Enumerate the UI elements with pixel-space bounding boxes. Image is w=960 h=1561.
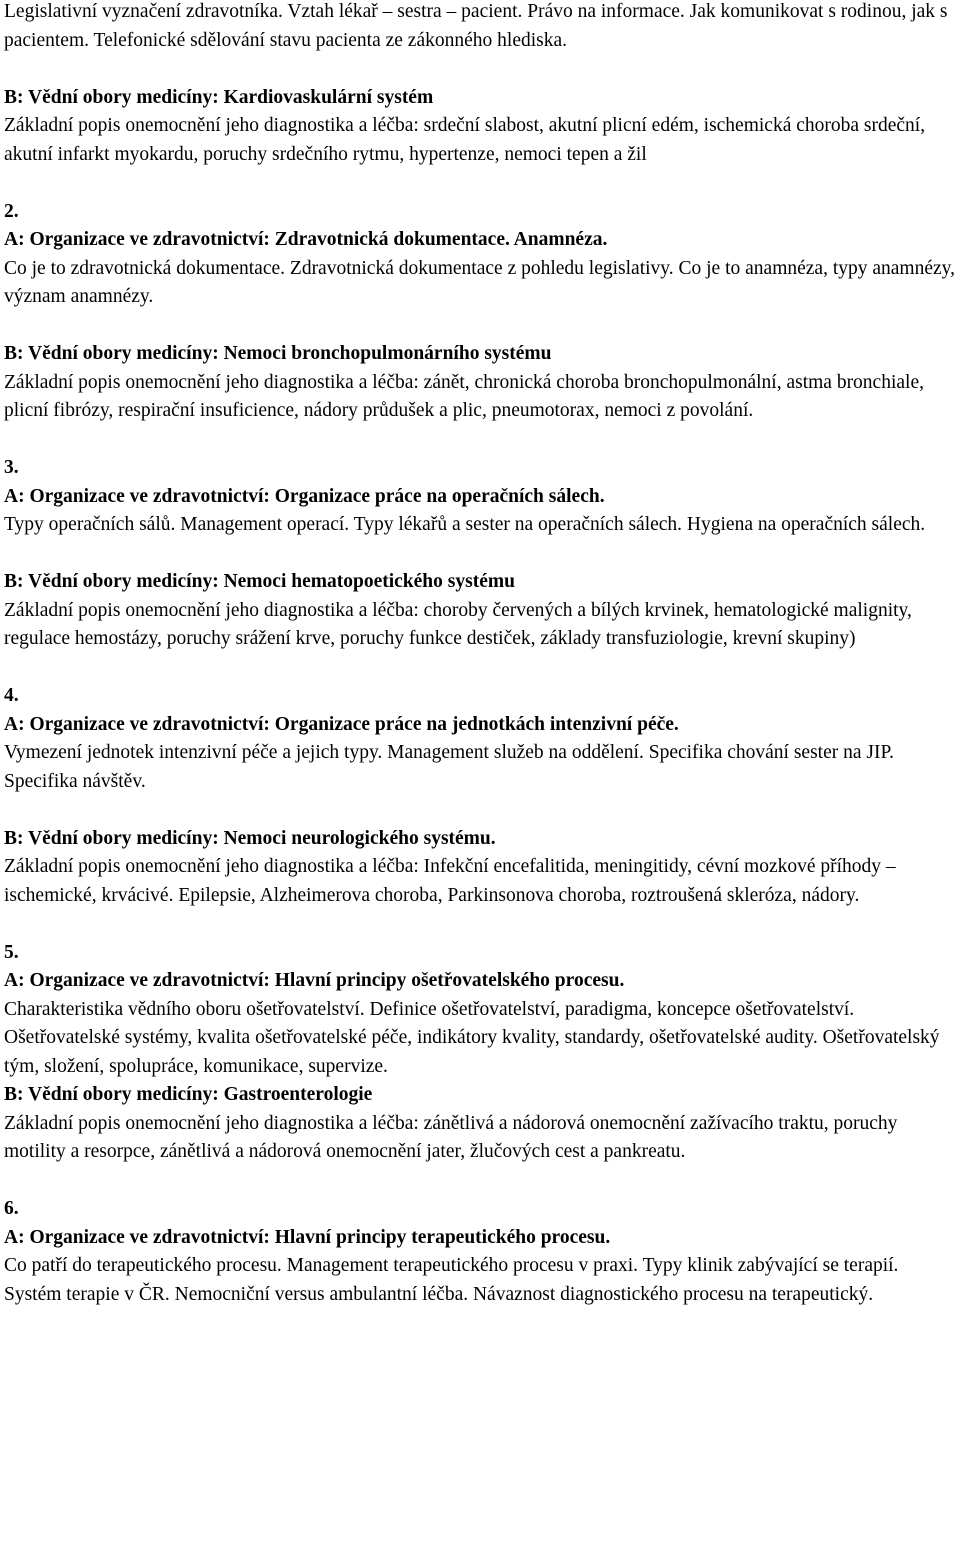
section-3-number: 3. <box>4 457 19 478</box>
document-page <box>4 0 956 1309</box>
section-1-b-heading: B: Vědní obory medicíny: Kardiovaskulární systém <box>4 86 434 108</box>
section-3-b-heading: B: Vědní obory medicíny: Nemoci hematopoetického systému <box>4 571 515 592</box>
section-2-a-heading: A: Organizace ve zdravotnictví: Zdravotnická dokumentace. Anamnéza. <box>4 229 608 250</box>
section-4-a-heading: A: Organizace ve zdravotnictví: Organizace práce na jednotkách intenzivní péče. <box>4 713 679 735</box>
section-5-a-text: Charakteristika vědního oboru ošetřovatelství. Definice ošetřovatelství, paradigma, koncepce ošetřovatelství. Ošetřovatelské systémy, kvalita ošetřovatelské péče, indikátory kvality, standardy, ošetřovatelské audity. Ošetřovatelský tým, složení, spolupráce, komunikace, supervize. <box>4 998 940 1077</box>
section-2-a-text: Co je to zdravotnická dokumentace. Zdravotnická dokumentace z pohledu legislativy. Co je to anamnéza, typy anamnézy, význam anamnézy. <box>4 257 956 307</box>
section-2-number: 2. <box>4 200 19 222</box>
section-6-a-heading: A: Organizace ve zdravotnictví: Hlavní principy terapeutického procesu. <box>4 1226 611 1248</box>
section-5-b-text: Základní popis onemocnění jeho diagnostika a léčba: zánětlivá a nádorová onemocnění zažívacího traktu, poruchy motility a resorpce, zánětlivá a nádorová onemocnění jater, žlučových cest a pankreatu. <box>4 1112 898 1162</box>
section-5-b-heading: B: Vědní obory medicíny: Gastroenterologie <box>4 1084 373 1105</box>
section-3-a-text: Typy operačních sálů. Management operací. Typy lékařů a sester na operačních sálech. Hygiena na operačních sálech. <box>4 514 926 535</box>
section-4-a-text: Vymezení jednotek intenzivní péče a jejich typy. Management služeb na oddělení. Specifika chování sester na JIP. Specifika návštěv. <box>4 742 895 792</box>
spacer <box>4 169 956 198</box>
section-5-a-heading: A: Organizace ve zdravotnictví: Hlavní principy ošetřovatelského procesu. <box>4 970 625 991</box>
section-4-b-heading: B: Vědní obory medicíny: Nemoci neurologického systému. <box>4 827 496 849</box>
spacer <box>4 910 956 939</box>
section-5-number: 5. <box>4 941 19 963</box>
spacer <box>4 654 956 683</box>
spacer <box>4 55 956 84</box>
section-1-b-text: Základní popis onemocnění jeho diagnostika a léčba: srdeční slabost, akutní plicní edém, ischemická choroba srdeční, akutní infarkt myokardu, poruchy srdečního rytmu, hypertenze, nemoci tepen a žil <box>4 115 926 165</box>
spacer <box>4 540 956 569</box>
section-2-b-heading: B: Vědní obory medicíny: Nemoci bronchopulmonárního systému <box>4 343 552 364</box>
section-4-b-text: Základní popis onemocnění jeho diagnostika a léčba: Infekční encefalitida, meningitidy, cévní mozkové příhody – ischemické, krvácivé. Epilepsie, Alzheimerova choroba, Parkinsonova choroba, roztroušená skleróza, nádory. <box>4 856 896 906</box>
section-6-number: 6. <box>4 1198 19 1219</box>
section-3-b-text: Základní popis onemocnění jeho diagnostika a léčba: choroby červených a bílých krvinek, hematologické malignity, regulace hemostázy, poruchy srážení krve, poruchy funkce destiček, základy transfuziologie, krevní skupiny) <box>4 599 912 649</box>
intro-paragraph: Legislativní vyznačení zdravotníka. Vztah lékař – sestra – pacient. Právo na informace. Jak komunikovat s rodinou, jak s pacientem. Telefonické sdělování stavu pacienta ze zákonného hlediska. <box>4 1 948 51</box>
spacer <box>4 312 956 341</box>
section-6-a-text: Co patří do terapeutického procesu. Management terapeutického procesu v praxi. Typy klinik zabývající se terapií. Systém terapie v ČR. Nemocniční versus ambulantní léčba. Návaznost diagnostického procesu na terapeutický. <box>4 1255 899 1305</box>
spacer <box>4 1167 956 1196</box>
section-3-a-heading: A: Organizace ve zdravotnictví: Organizace práce na operačních sálech. <box>4 485 605 507</box>
spacer <box>4 426 956 455</box>
spacer <box>4 796 956 825</box>
section-4-number: 4. <box>4 685 19 706</box>
section-2-b-text: Základní popis onemocnění jeho diagnostika a léčba: zánět, chronická choroba bronchopulmonální, astma bronchiale, plicní fibrózy, respirační insuficience, nádory průdušek a plic, pneumotorax, nemoci z povolání. <box>4 371 924 421</box>
